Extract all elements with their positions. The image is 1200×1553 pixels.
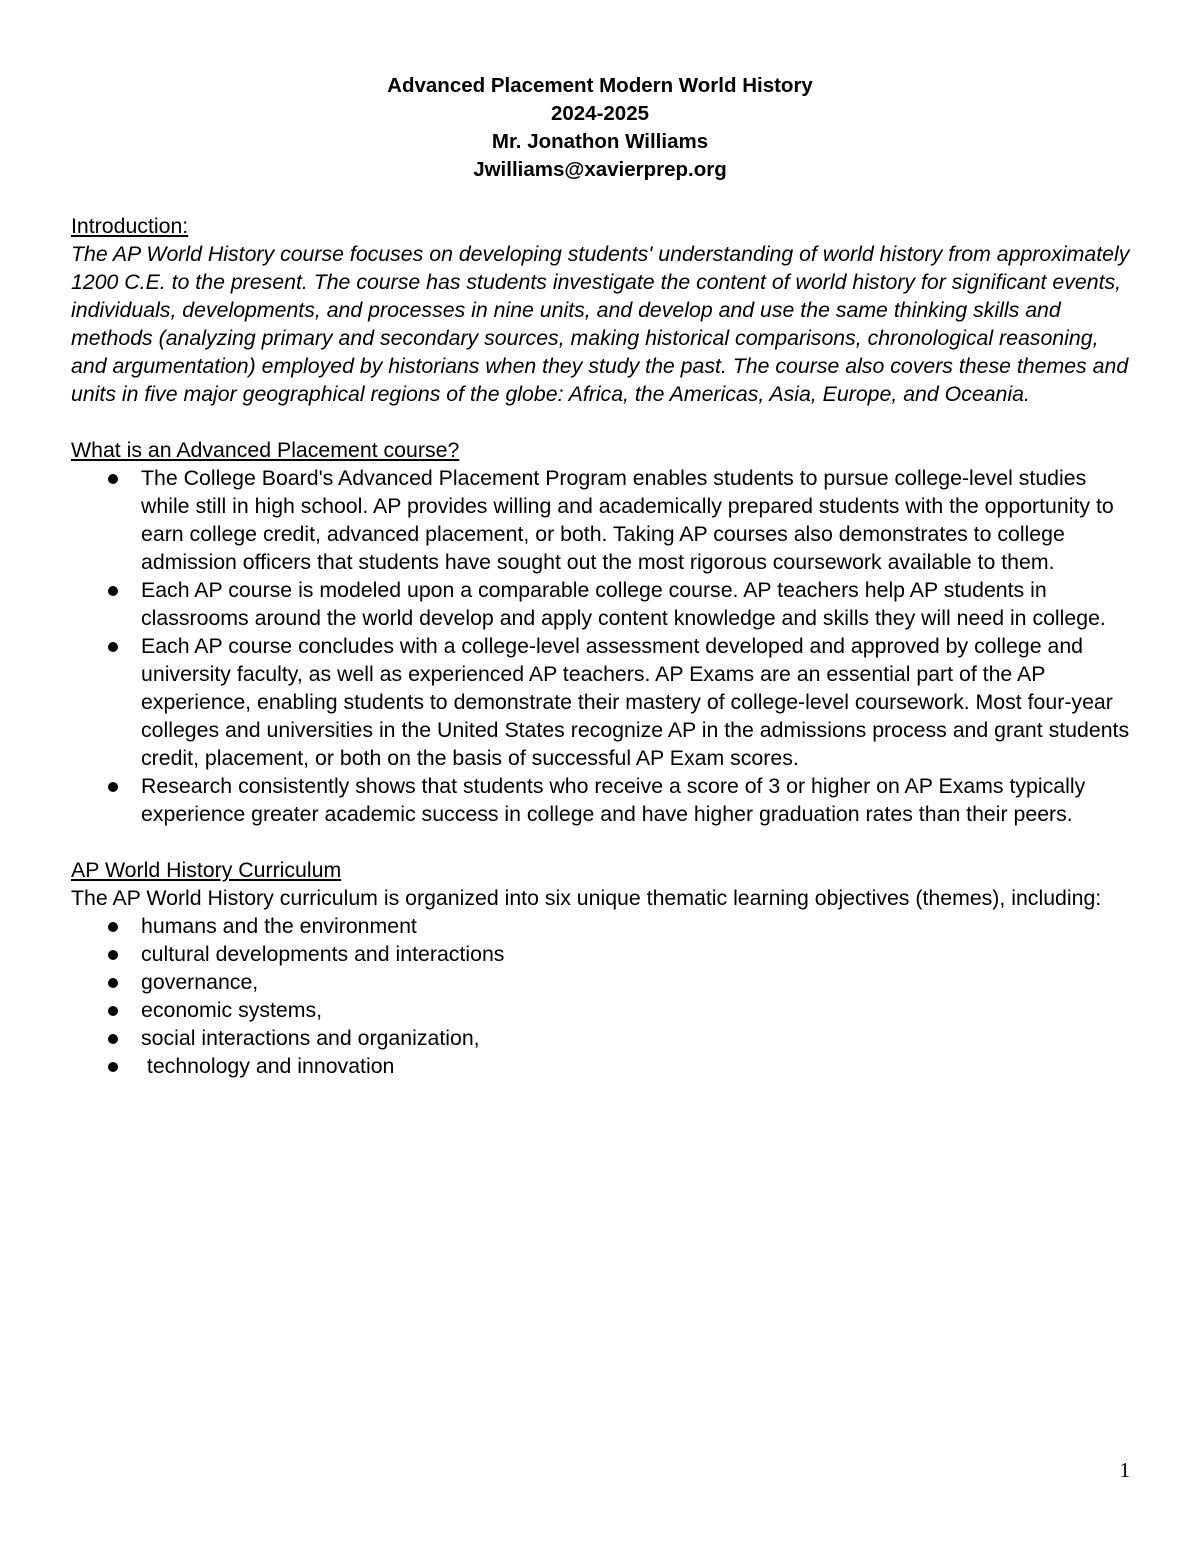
curriculum-section	[71, 856, 1136, 1080]
introduction-section	[71, 212, 1136, 408]
teacher-name: Mr. Jonathon Williams	[491, 130, 709, 153]
list-item	[71, 1052, 1136, 1080]
bullet-icon	[108, 950, 118, 960]
bullet-icon	[108, 474, 118, 484]
curriculum-heading: AP World History Curriculum	[71, 858, 342, 882]
bullet-icon	[108, 1034, 118, 1044]
school-year: 2024-2025	[550, 102, 650, 125]
spacer	[71, 408, 1136, 436]
list-item-text: governance,	[141, 970, 259, 994]
list-item-text: Each AP course concludes with a college-level assessment developed and approved by college and university faculty, as well as experienced AP teachers. AP Exams are an essential part of the AP experience, enabling students to demonstrate their mastery of college-level coursework. Most four-year colleges and universities in the United States recognize AP in the admissions process and grant students credit, placement, or both on the basis of successful AP Exam scores.	[141, 634, 1130, 770]
list-item-text: Each AP course is modeled upon a comparable college course. AP teachers help AP students in classrooms around the world develop and apply content knowledge and skills they will need in college.	[141, 578, 1106, 630]
list-item-text: Research consistently shows that students who receive a score of 3 or higher on AP Exams typically experience greater academic success in college and have higher graduation rates than their peers.	[141, 774, 1086, 826]
list-item	[71, 940, 1136, 968]
list-item	[71, 632, 1136, 772]
ap-course-section	[71, 436, 1136, 828]
ap-course-bullet-list	[71, 464, 1136, 828]
list-item-text: humans and the environment	[141, 914, 417, 938]
list-item-text: cultural developments and interactions	[141, 942, 505, 966]
list-item	[71, 996, 1136, 1024]
list-item-text: The College Board's Advanced Placement Program enables students to pursue college-level studies while still in high school. AP provides willing and academically prepared students with the opportunity to earn college credit, advanced placement, or both. Taking AP courses also demonstrates to college admission officers that students have sought out the most rigorous coursework available to them.	[141, 466, 1114, 574]
list-item	[71, 772, 1136, 828]
bullet-icon	[108, 978, 118, 988]
list-item	[71, 912, 1136, 940]
bullet-icon	[108, 586, 118, 596]
spacer	[71, 828, 1136, 856]
bullet-icon	[108, 1062, 118, 1072]
introduction-heading: Introduction:	[71, 214, 189, 238]
page-number: 1	[1119, 1458, 1130, 1482]
document-body	[71, 212, 1136, 1080]
list-item	[71, 576, 1136, 632]
teacher-email: Jwilliams@xavierprep.org	[473, 158, 727, 181]
bullet-icon	[108, 782, 118, 792]
bullet-icon	[108, 922, 118, 932]
list-item	[71, 1024, 1136, 1052]
document-header	[0, 72, 1200, 184]
course-title: Advanced Placement Modern World History	[387, 74, 813, 97]
list-item-text: social interactions and organization,	[141, 1026, 480, 1050]
bullet-icon	[108, 642, 118, 652]
list-item-text: technology and innovation	[141, 1054, 395, 1078]
list-item	[71, 968, 1136, 996]
list-item-text: economic systems,	[141, 998, 323, 1022]
bullet-icon	[108, 1006, 118, 1016]
list-item	[71, 464, 1136, 576]
themes-bullet-list	[71, 912, 1136, 1080]
ap-course-heading: What is an Advanced Placement course?	[71, 438, 460, 462]
introduction-text: The AP World History course focuses on developing students' understanding of world history from approximately 1200 C.E. to the present. The course has students investigate the content of world history for significant events, individuals, developments, and processes in nine units, and develop and use the same thinking skills and methods (analyzing primary and secondary sources, making historical comparisons, chronological reasoning, and argumentation) employed by historians when they study the past. The course also covers these themes and units in five major geographical regions of the globe: Africa, the Americas, Asia, Europe, and Oceania.	[71, 242, 1130, 406]
curriculum-text: The AP World History curriculum is organized into six unique thematic learning objectives (themes), including:	[71, 886, 1102, 910]
